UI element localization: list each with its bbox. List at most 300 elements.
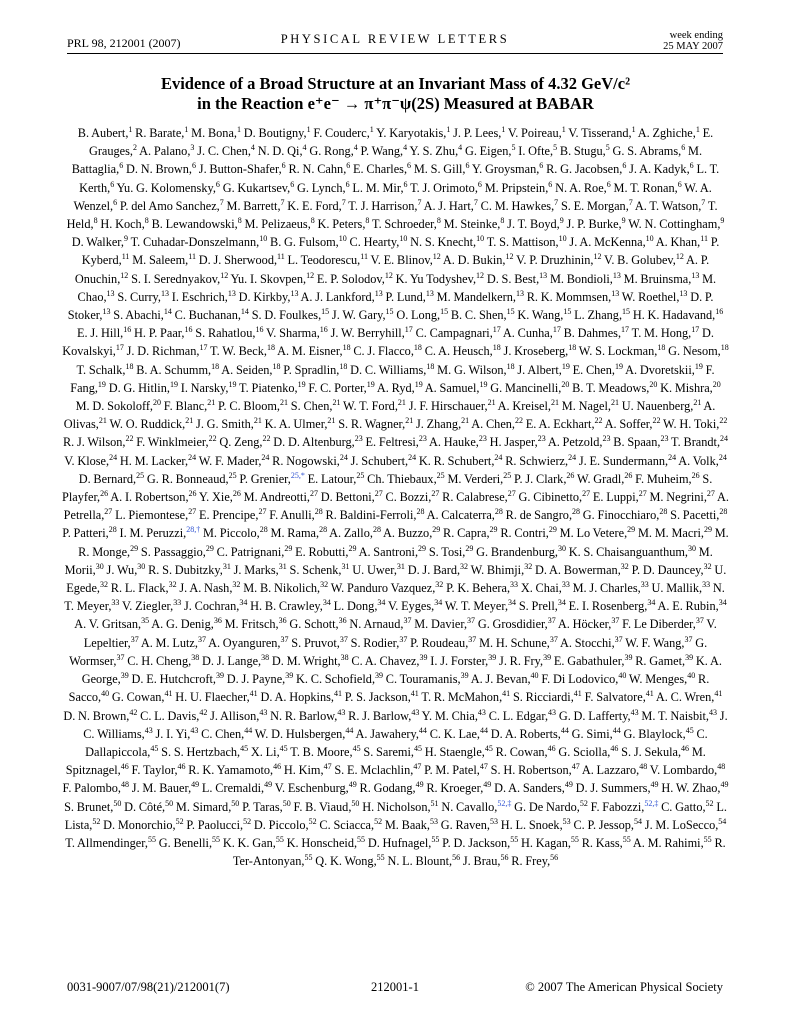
author-entry — [117, 181, 220, 195]
author-name: V. Tisserand, — [568, 126, 632, 140]
affiliation-superscript: 50 — [231, 798, 240, 808]
author-name: H. K. Hadavand, — [632, 308, 716, 323]
author-name: T. Brandt, — [671, 435, 721, 450]
author-name: J. P. Lees, — [453, 126, 502, 140]
affiliation-superscript: 53 — [562, 816, 571, 826]
affiliation-superscript: 13 — [425, 288, 434, 298]
author-entry — [621, 745, 689, 759]
author-entry — [208, 636, 288, 650]
author-entry — [270, 709, 345, 723]
author-name: M. Baak, — [384, 817, 430, 832]
author-name: E. Luppi, — [592, 490, 639, 505]
author-name: F. Taylor, — [131, 763, 178, 778]
author-entry — [359, 545, 426, 559]
author-entry — [569, 599, 656, 613]
author-entry — [629, 162, 694, 176]
author-name: J. R. Fry, — [499, 653, 544, 668]
author-entry — [120, 526, 201, 540]
author-name: C. Dallapiccola, — [85, 726, 708, 759]
author-entry — [331, 326, 413, 340]
author-name: F. Fabozzi, — [590, 799, 645, 814]
author-name: E. Gabathuler, — [553, 653, 625, 668]
affiliation-superscript: 12 — [432, 252, 441, 262]
author-entry — [632, 326, 700, 340]
author-name: S. J. Sekula, — [621, 744, 682, 759]
author-name: H. Jasper, — [489, 435, 538, 450]
author-entry — [315, 854, 384, 868]
author-entry — [272, 654, 349, 668]
author-entry — [115, 508, 196, 522]
author-name: M. Barrett, — [226, 198, 281, 213]
author-name: J. C. Williams, — [83, 708, 728, 741]
author-entry — [172, 290, 236, 304]
author-entry — [255, 727, 354, 741]
author-name: S. Prell, — [518, 599, 558, 614]
author-name: J. Albert, — [517, 362, 562, 377]
author-name: N. Arnaud, — [349, 617, 404, 632]
author-entry — [562, 399, 619, 413]
author-name: H. L. Snoek, — [500, 817, 563, 832]
affiliation-superscript: 45 — [352, 743, 361, 753]
author-entry — [124, 800, 173, 814]
author-name: R. L. Flack, — [110, 581, 169, 596]
author-name: D. M. Wright, — [271, 653, 341, 668]
affiliation-superscript: 52 — [243, 816, 252, 826]
author-name: H. B. Crawley, — [250, 599, 323, 614]
author-entry — [487, 272, 547, 286]
author-name: A. Seiden, — [221, 362, 273, 377]
author-name: A. Kreisel, — [497, 399, 551, 414]
author-name: H. Koch, — [100, 217, 145, 232]
author-entry — [275, 781, 357, 795]
affiliation-superscript: 7 — [341, 197, 346, 207]
affiliation-superscript: 22 — [125, 434, 134, 444]
author-entry — [351, 636, 408, 650]
author-name: N. R. Barlow, — [270, 708, 338, 723]
affiliation-superscript: 15 — [385, 307, 394, 317]
affiliation-superscript: 28,† — [186, 525, 201, 535]
author-entry — [243, 581, 328, 595]
author-name: G. Brandenburg, — [476, 544, 558, 559]
author-name: W. D. Hulsbergen, — [254, 726, 346, 741]
affiliation-superscript: 29 — [284, 543, 293, 553]
affiliation-superscript: 49 — [483, 780, 492, 790]
author-name: J. Allison, — [210, 708, 260, 723]
author-entry — [430, 727, 488, 741]
author-name: M. M. Macri, — [637, 526, 704, 541]
author-name: D. Boutigny, — [243, 126, 307, 140]
author-entry — [550, 272, 621, 286]
author-entry — [569, 235, 653, 249]
copyright-notice: © 2007 The American Physical Society — [525, 980, 723, 994]
affiliation-superscript: 27 — [104, 507, 113, 517]
affiliation-superscript: 18 — [720, 343, 729, 353]
affiliation-superscript: 34 — [434, 598, 443, 608]
affiliation-superscript: 8 — [144, 216, 149, 226]
affiliation-superscript: 6 — [215, 179, 220, 189]
affiliation-superscript: 51 — [430, 798, 439, 808]
affiliation-superscript: 13 — [160, 288, 169, 298]
author-entry — [297, 181, 350, 195]
author-name: S. I. Serednyakov, — [131, 271, 221, 286]
affiliation-superscript: 50 — [113, 798, 122, 808]
affiliation-superscript: 52 — [175, 816, 184, 826]
author-entry — [548, 435, 611, 449]
author-name: R. Contri, — [500, 526, 549, 541]
author-name: A. Petzold, — [547, 435, 603, 450]
author-entry — [579, 344, 666, 358]
author-entry — [526, 417, 603, 431]
author-entry — [514, 800, 588, 814]
author-name: M. Piccolo, — [202, 526, 260, 541]
author-name: J. G. Smith, — [196, 417, 254, 432]
affiliation-superscript: 26 — [624, 470, 633, 480]
author-name: N. A. Roe, — [555, 180, 607, 195]
author-name: G. D. Lafferty, — [558, 708, 631, 723]
author-name: T. S. Mattison, — [486, 235, 559, 250]
author-name: A. Zallo, — [329, 526, 373, 541]
author-entry — [362, 800, 438, 814]
author-name: T. Cuhadar-Donszelmann, — [130, 235, 260, 250]
author-name: J. A. McKenna, — [569, 235, 646, 250]
affiliation-superscript: 52 — [92, 816, 101, 826]
author-name: G. Lynch, — [297, 180, 346, 195]
author-name: T. Schroeder, — [371, 217, 437, 232]
author-entry — [203, 526, 268, 540]
author-name: G. De Nardo, — [514, 799, 580, 814]
affiliation-superscript: 45 — [150, 743, 159, 753]
journal-citation: PRL 98, 212001 (2007) — [67, 36, 181, 50]
author-entry — [308, 472, 365, 486]
author-entry — [582, 763, 647, 777]
affiliation-superscript: 55 — [510, 834, 519, 844]
affiliation-superscript: 39 — [543, 652, 552, 662]
author-name: J. A. Kadyk, — [629, 162, 690, 177]
author-entry — [521, 581, 570, 595]
author-name: D. Bettoni, — [320, 490, 375, 505]
author-entry — [77, 326, 131, 340]
affiliation-superscript: 15 — [506, 307, 515, 317]
author-entry — [343, 399, 406, 413]
affiliation-superscript: 12 — [120, 270, 129, 280]
author-name: P. Grenier, — [239, 471, 291, 486]
author-name: A. M. Rahimi, — [632, 835, 704, 850]
affiliation-superscript: 38 — [340, 652, 349, 662]
author-entry — [507, 217, 564, 231]
author-entry — [313, 126, 373, 140]
author-entry — [78, 126, 133, 140]
author-entry — [345, 690, 419, 704]
author-name: A. Cunha, — [502, 326, 553, 341]
author-entry — [363, 745, 422, 759]
author-entry — [573, 818, 642, 832]
affiliation-superscript: 27 — [582, 489, 591, 499]
affiliation-superscript: 1 — [369, 125, 374, 134]
author-name: P. S. Jackson, — [344, 690, 411, 705]
affiliation-superscript: 55 — [304, 853, 313, 863]
affiliation-superscript: 19 — [169, 379, 178, 389]
affiliation-superscript: 24 — [261, 452, 270, 462]
affiliation-superscript: 40 — [530, 671, 539, 681]
author-entry — [231, 272, 315, 286]
author-entry — [348, 709, 419, 723]
affiliation-superscript: 8 — [365, 216, 370, 226]
author-name: D. Hufnagel, — [367, 835, 432, 850]
author-entry — [558, 745, 618, 759]
affiliation-superscript: 50 — [282, 798, 291, 808]
author-name: R. G. Jacobsen, — [546, 162, 623, 177]
author-entry — [156, 727, 199, 741]
affiliation-superscript: 9 — [720, 216, 725, 226]
author-name: H. Staengle, — [424, 744, 485, 759]
author-name: W. F. Mader, — [198, 453, 262, 468]
author-entry — [332, 308, 394, 322]
affiliation-superscript: 37 — [468, 634, 477, 644]
affiliation-superscript: 12 — [384, 270, 393, 280]
author-name: R. Kroeger, — [426, 781, 484, 796]
affiliation-superscript: 18 — [426, 361, 435, 371]
affiliation-superscript: 6 — [681, 143, 686, 153]
affiliation-superscript: 19 — [97, 379, 106, 389]
affiliation-superscript: 47 — [571, 762, 580, 772]
affiliation-superscript: 36 — [278, 616, 287, 626]
author-name: M. Mandelkern, — [436, 289, 516, 304]
author-name: V. Sharma, — [266, 326, 320, 341]
author-entry — [661, 781, 728, 795]
author-name: C. H. Cheng, — [127, 653, 192, 668]
affiliation-superscript: 21 — [551, 398, 559, 408]
author-name: S. Ricciardi, — [512, 690, 574, 705]
affiliation-superscript: 32 — [703, 561, 712, 571]
author-entry — [244, 217, 314, 231]
affiliation-superscript: 19 — [228, 379, 237, 389]
author-name: L. Dong, — [333, 599, 378, 614]
affiliation-superscript: 39 — [460, 671, 469, 681]
author-entry — [555, 181, 611, 195]
author-name: E. Chen, — [572, 362, 615, 377]
author-entry — [560, 636, 623, 650]
author-name: W. Menges, — [628, 672, 688, 687]
affiliation-superscript: 43 — [190, 725, 199, 735]
affiliation-superscript: 39 — [419, 652, 428, 662]
issue-date-line1: week ending — [669, 30, 723, 41]
author-name: F. Muheim, — [635, 471, 692, 486]
author-entry — [175, 690, 257, 704]
author-name: T. Held, — [66, 198, 718, 232]
author-name: S. H. Robertson, — [490, 763, 572, 778]
author-name: P. Roudeau, — [410, 635, 469, 650]
author-entry — [271, 526, 328, 540]
author-entry — [645, 818, 727, 832]
affiliation-superscript: 4 — [458, 143, 463, 153]
affiliation-superscript: 19 — [297, 379, 306, 389]
author-entry — [419, 454, 503, 468]
affiliation-superscript: 43 — [337, 707, 346, 717]
author-entry — [350, 363, 434, 377]
author-name: W. N. Cottingham, — [628, 217, 721, 232]
author-entry — [141, 545, 214, 559]
journal-name: PHYSICAL REVIEW LETTERS — [280, 32, 510, 46]
author-entry — [117, 290, 169, 304]
author-entry — [353, 162, 411, 176]
affiliation-superscript: 17 — [621, 325, 630, 335]
author-entry — [625, 363, 703, 377]
author-entry — [443, 526, 498, 540]
author-entry — [508, 126, 566, 140]
author-name: B. C. Shen, — [450, 308, 507, 323]
author-name: A. Santroni, — [358, 544, 419, 559]
author-name: S. S. Hertzbach, — [161, 744, 241, 759]
author-entry — [188, 763, 281, 777]
author-entry — [527, 290, 619, 304]
author-name: H. W. Zhao, — [661, 781, 721, 796]
author-name: M. Bona, — [191, 126, 237, 140]
author-name: V. B. Golubev, — [604, 253, 676, 268]
author-entry — [244, 126, 311, 140]
author-entry — [437, 290, 524, 304]
author-name: B. Lewandowski, — [151, 217, 238, 232]
affiliation-superscript: 27 — [188, 507, 197, 517]
author-name: D. D. Altenburg, — [273, 435, 355, 450]
affiliation-superscript: 53 — [429, 816, 438, 826]
affiliation-superscript: 5 — [605, 143, 610, 153]
author-name: R. Gamet, — [635, 653, 686, 668]
author-name: W. Gradl, — [576, 471, 625, 486]
author-name: A. E. Rubin, — [657, 599, 719, 614]
author-entry — [331, 581, 444, 595]
author-entry — [122, 599, 181, 613]
author-entry — [649, 490, 714, 504]
affiliation-superscript: 53 — [489, 816, 498, 826]
affiliation-superscript: 7 — [473, 197, 478, 207]
author-name: P. del Amo Sanchez, — [119, 198, 220, 213]
author-name: J. Kroseberg, — [503, 344, 569, 359]
author-entry — [64, 454, 117, 468]
affiliation-superscript: 18 — [342, 343, 351, 353]
author-name: V. Ziegler, — [121, 599, 174, 614]
author-name: S. E. Mclachlin, — [334, 763, 414, 778]
author-entry — [72, 235, 128, 249]
affiliation-superscript: 28 — [319, 525, 328, 535]
author-name: R. Godang, — [359, 781, 416, 796]
affiliation-superscript: 19 — [694, 361, 703, 371]
author-entry — [491, 727, 569, 741]
affiliation-superscript: 3 — [190, 143, 195, 153]
author-name: E. Prencipe, — [198, 508, 259, 523]
affiliation-superscript: 43 — [630, 707, 639, 717]
affiliation-superscript: 33 — [510, 580, 519, 590]
affiliation-superscript: 31 — [341, 561, 350, 571]
author-name: F. Le Diberder, — [622, 617, 696, 632]
author-entry — [290, 563, 350, 577]
affiliation-superscript: 56 — [550, 853, 559, 863]
author-entry — [221, 363, 280, 377]
author-name: K. K. Gan, — [222, 835, 276, 850]
affiliation-superscript: 45 — [279, 743, 288, 753]
author-entry — [126, 162, 196, 176]
author-name: R. de Sangro, — [505, 508, 573, 523]
author-name: O. Long, — [396, 308, 441, 323]
author-entry — [199, 162, 286, 176]
author-entry — [258, 144, 307, 158]
author-name: J. Button-Shafer, — [198, 162, 282, 177]
author-entry — [372, 217, 441, 231]
author-name: L. Piemontese, — [115, 508, 189, 523]
author-entry — [120, 454, 196, 468]
author-name: G. Kukartsev, — [222, 180, 291, 195]
affiliation-superscript: 52 — [579, 798, 588, 808]
affiliation-superscript: 28 — [108, 525, 117, 535]
affiliation-superscript: 46 — [273, 762, 282, 772]
author-name: D. J. Sherwood, — [198, 253, 278, 268]
affiliation-superscript: 18 — [266, 343, 275, 353]
author-name: K. A. Ulmer, — [264, 417, 328, 432]
affiliation-superscript: 11 — [188, 252, 196, 262]
affiliation-superscript: 32 — [100, 580, 108, 590]
author-name: A. Ryd, — [376, 380, 415, 395]
author-name: P. Patteri, — [62, 526, 109, 541]
affiliation-superscript: 49 — [415, 780, 424, 790]
author-name: G. R. Bonneaud, — [146, 471, 229, 486]
affiliation-superscript: 6 — [290, 179, 295, 189]
affiliation-superscript: 25 — [228, 470, 237, 480]
affiliation-superscript: 29 — [432, 525, 441, 535]
author-name: V. Klose, — [64, 453, 110, 468]
author-name: K. E. Ford, — [287, 198, 342, 213]
author-entry — [288, 253, 368, 267]
affiliation-superscript: 33 — [702, 580, 711, 590]
author-entry — [62, 781, 129, 795]
author-name: E. A. Eckhart, — [525, 417, 595, 432]
author-entry — [613, 435, 668, 449]
author-name: I. Narsky, — [180, 380, 229, 395]
author-entry — [109, 381, 178, 395]
author-name: P. K. Behera, — [446, 581, 511, 596]
author-name: S. Passaggio, — [140, 544, 206, 559]
author-name: H. U. Flaecher, — [175, 690, 250, 705]
author-name: W. S. Lockman, — [578, 344, 658, 359]
author-entry — [201, 727, 252, 741]
affiliation-superscript: 32 — [168, 580, 177, 590]
author-name: R. J. Barlow, — [348, 708, 412, 723]
affiliation-superscript: 43 — [709, 707, 718, 717]
author-entry — [489, 709, 556, 723]
affiliation-superscript: 38 — [191, 652, 200, 662]
affiliation-superscript: 40 — [618, 671, 627, 681]
author-name: J. D. Richman, — [126, 344, 200, 359]
affiliation-superscript: 21 — [98, 416, 107, 426]
author-entry — [661, 800, 713, 814]
author-entry — [516, 253, 601, 267]
affiliation-superscript: 28 — [494, 507, 503, 517]
author-name: C. Patrignani, — [216, 544, 285, 559]
author-entry — [352, 181, 407, 195]
author-name: Yu. G. Kolomensky, — [116, 180, 216, 195]
affiliation-superscript: 39 — [215, 671, 224, 681]
author-name: A. Petrella, — [63, 490, 729, 523]
author-name: R. K. Yamamoto, — [188, 763, 274, 778]
author-entry — [217, 545, 293, 559]
author-name: J. E. Sundermann, — [578, 453, 669, 468]
affiliation-superscript: 20 — [649, 379, 658, 389]
author-name: A. D. Bukin, — [442, 253, 506, 268]
affiliation-superscript: 22 — [515, 416, 524, 426]
author-name: V. Eschenburg, — [274, 781, 349, 796]
author-name: E. I. Rosenberg, — [568, 599, 648, 614]
affiliation-superscript: 19 — [366, 379, 375, 389]
affiliation-superscript: 37 — [399, 634, 408, 644]
author-entry — [113, 308, 172, 322]
